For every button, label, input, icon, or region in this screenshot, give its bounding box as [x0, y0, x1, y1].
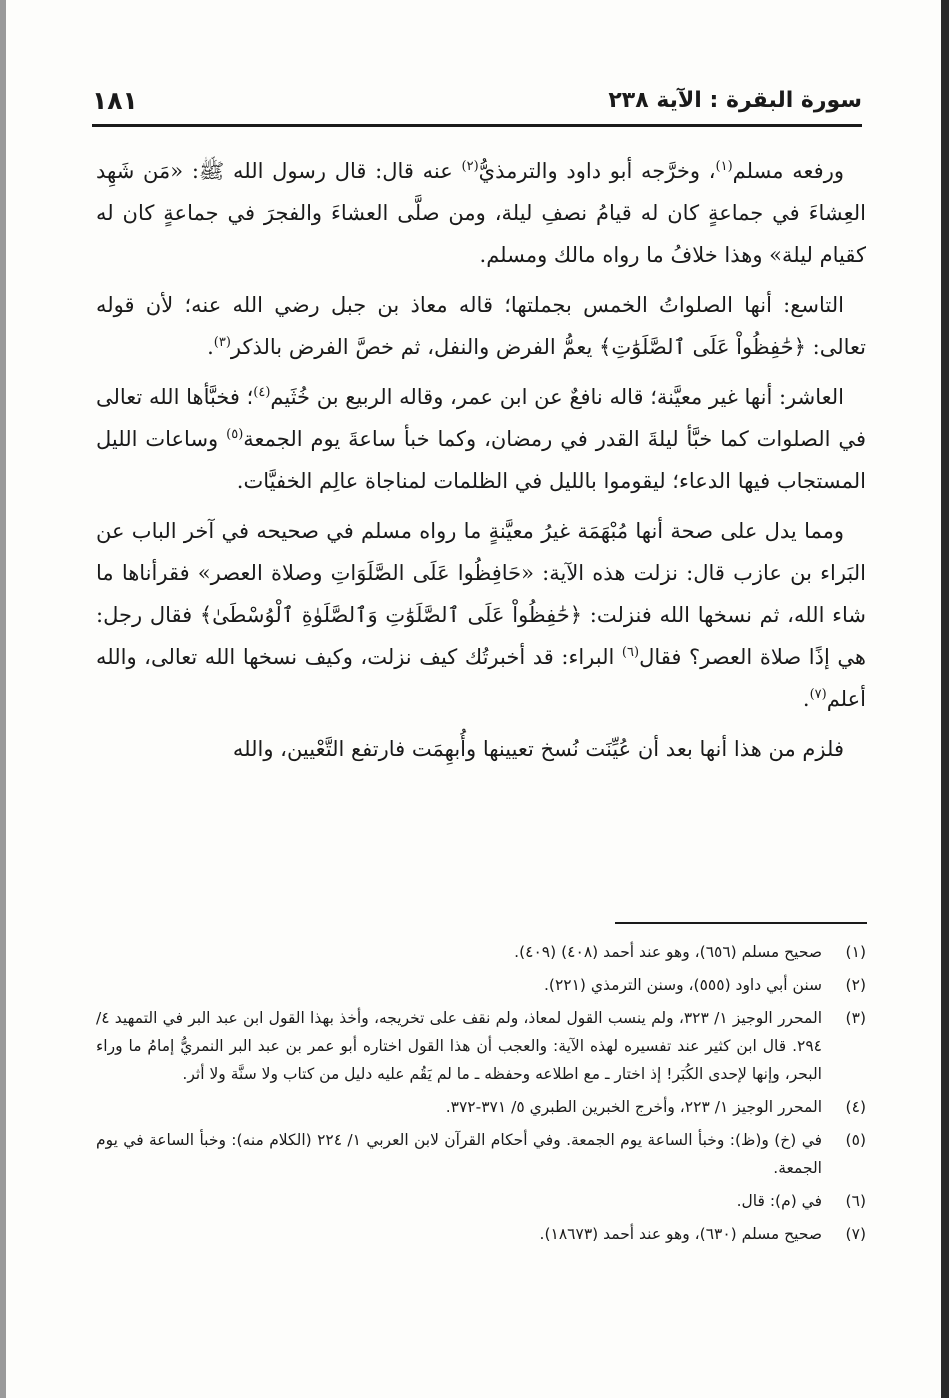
footnote-text: سنن أبي داود (٥٥٥)، وسنن الترمذي (٢٢١). [543, 976, 822, 994]
footnote [96, 1126, 866, 1182]
footnote-number: (٥) [845, 1131, 866, 1149]
paragraph-4-part-a: ومما يدل على صحة أنها مُبْهَمَة غيرُ معيَّنةٍ ما رواه مسلم في صحيحه في آخر الباب عن البَراء بن عازب قال: نزلت هذه الآية: «حَافِظُوا عَلَى الصَّلَوَاتِ وصلاة العصر» فقرأناها ما شاء الله، ثم نسخها الله فنزلت: ﴿حَٰفِظُواْ عَلَى ٱلصَّلَوَٰتِ وَٱلصَّلَوٰةِ ٱلْوُسْطَىٰ﴾ فقال رجل: هي إذًا صلاة العصر؟ فقال [96, 519, 866, 669]
footnote-text: المحرر الوجيز ١/ ٣٢٣، ولم ينسب القول لمعاذ، ولم نقف على تخريجه، وأخذ بهذا القول ابن عبد البر في التمهيد ٤/ ٢٩٤. قال ابن كثير عند تفسيره لهذه الآية: والعجب أن هذا القول اختاره أبو عمر بن عبد البر النمريُّ إمامُ ما وراء البحر، وإنها لإحدى الكُبَر! إذ اختار ـ مع اطلاعه وحفظه ـ ما لم يَقُم عليه دليل من كتاب ولا سنَّة ولا أثر. [96, 1009, 822, 1083]
paragraph-1-part-c: عنه قال: قال رسول الله ﷺ: «مَن شَهِد العِشاءَ في جماعةٍ كان له قيامُ نصفِ ليلة، ومن صلَّى العشاءَ والفجرَ في جماعةٍ كان له كقيام ليلة» وهذا خلافُ ما رواه مالك ومسلم. [96, 159, 866, 267]
footnote-text: في (خ) و(ظ): وخبأ الساعة يوم الجمعة. وفي أحكام القرآن لابن العربي ١/ ٢٢٤ (الكلام منه): وخبأ الساعة في يوم الجمعة. [96, 1131, 823, 1177]
paragraph-1-part-a: ورفعه مسلم [732, 159, 844, 183]
footnote-number: (٦) [845, 1192, 866, 1210]
paragraph-4 [96, 510, 866, 720]
note-ref-5: (٥) [226, 427, 244, 442]
paragraph-1-part-b: ، وخرَّجه أبو داود والترمذيُّ [478, 159, 716, 183]
paragraph-3-part-b: ؛ فخبَّأها الله تعالى في الصلوات كما خبَّأ ليلةَ القدر في رمضان، وكما خبأ ساعةَ يوم الجمعة [96, 385, 866, 451]
footnotes [96, 938, 866, 1253]
running-title: سورة البقرة : الآية ٢٣٨ [608, 88, 862, 113]
footnote [96, 1004, 866, 1088]
footnote [96, 938, 866, 966]
page-number: ١٨١ [92, 86, 138, 115]
note-ref-6: (٦) [621, 645, 640, 660]
footnote-number: (٢) [845, 976, 866, 994]
footnote-number: (٤) [845, 1098, 866, 1116]
paragraph-5-part-a: فلزم من هذا أنها بعد أن عُيِّنَت نُسخ تعيينها وأُبهِمَت فارتفع التَّعْيين، والله [232, 737, 844, 761]
footnote-text: صحيح مسلم (٦٣٠)، وهو عند أحمد (١٨٦٧٣). [539, 1225, 822, 1243]
paragraph-4-part-c: . [802, 687, 810, 711]
paragraph-3 [96, 376, 866, 502]
footnote-separator [615, 922, 867, 924]
footnote [96, 1093, 866, 1121]
note-ref-4: (٤) [253, 385, 271, 400]
note-ref-3: (٣) [213, 335, 231, 350]
footnote-number: (٧) [845, 1225, 866, 1243]
footnote-text: المحرر الوجيز ١/ ٢٢٣، وأخرج الخبرين الطبري ٥/ ٣٧١-٣٧٢. [445, 1098, 822, 1116]
page-edge-left [0, 0, 6, 1398]
header-rule [92, 124, 862, 127]
paragraph-3-part-a: العاشر: أنها غير معيَّنة؛ قاله نافعٌ عن ابن عمر، وقاله الربيع بن خُثَيم [270, 385, 844, 409]
footnote-text: في (م): قال. [736, 1192, 822, 1210]
paragraph-3-part-c: وساعات الليل المستجاب فيها الدعاء؛ ليقوموا بالليل في الظلمات لمناجاة عالِم الخفيَّات. [96, 427, 866, 493]
paragraph-2-part-a: التاسع: أنها الصلواتُ الخمس بجملتها؛ قاله معاذ بن جبل رضي الله عنه؛ لأن قوله تعالى: ﴿حَٰفِظُواْ عَلَى ٱلصَّلَوَٰتِ﴾ يعمُّ الفرض والنفل، ثم خصَّ الفرض بالذكر [96, 293, 866, 359]
footnote-number: (٣) [845, 1009, 866, 1027]
footnote-number: (١) [845, 943, 866, 961]
paragraph-2 [96, 284, 866, 368]
paragraph-5 [96, 728, 866, 770]
page-edge-right [941, 0, 949, 1398]
footnote [96, 971, 866, 999]
footnote [96, 1220, 866, 1248]
note-ref-2: (٢) [461, 159, 479, 174]
main-text [96, 150, 866, 778]
page-header [92, 80, 862, 124]
paragraph-4-part-b: البراء: قد أخبرتُك كيف نزلت، وكيف نسخها الله تعالى، والله أعلم [96, 645, 866, 711]
paragraph-2-part-b: . [207, 335, 214, 359]
note-ref-1: (١) [715, 159, 733, 174]
paragraph-1 [96, 150, 866, 276]
footnote-text: صحيح مسلم (٦٥٦)، وهو عند أحمد (٤٠٨) (٤٠٩). [514, 943, 822, 961]
footnote [96, 1187, 866, 1215]
note-ref-7: (٧) [809, 687, 827, 702]
